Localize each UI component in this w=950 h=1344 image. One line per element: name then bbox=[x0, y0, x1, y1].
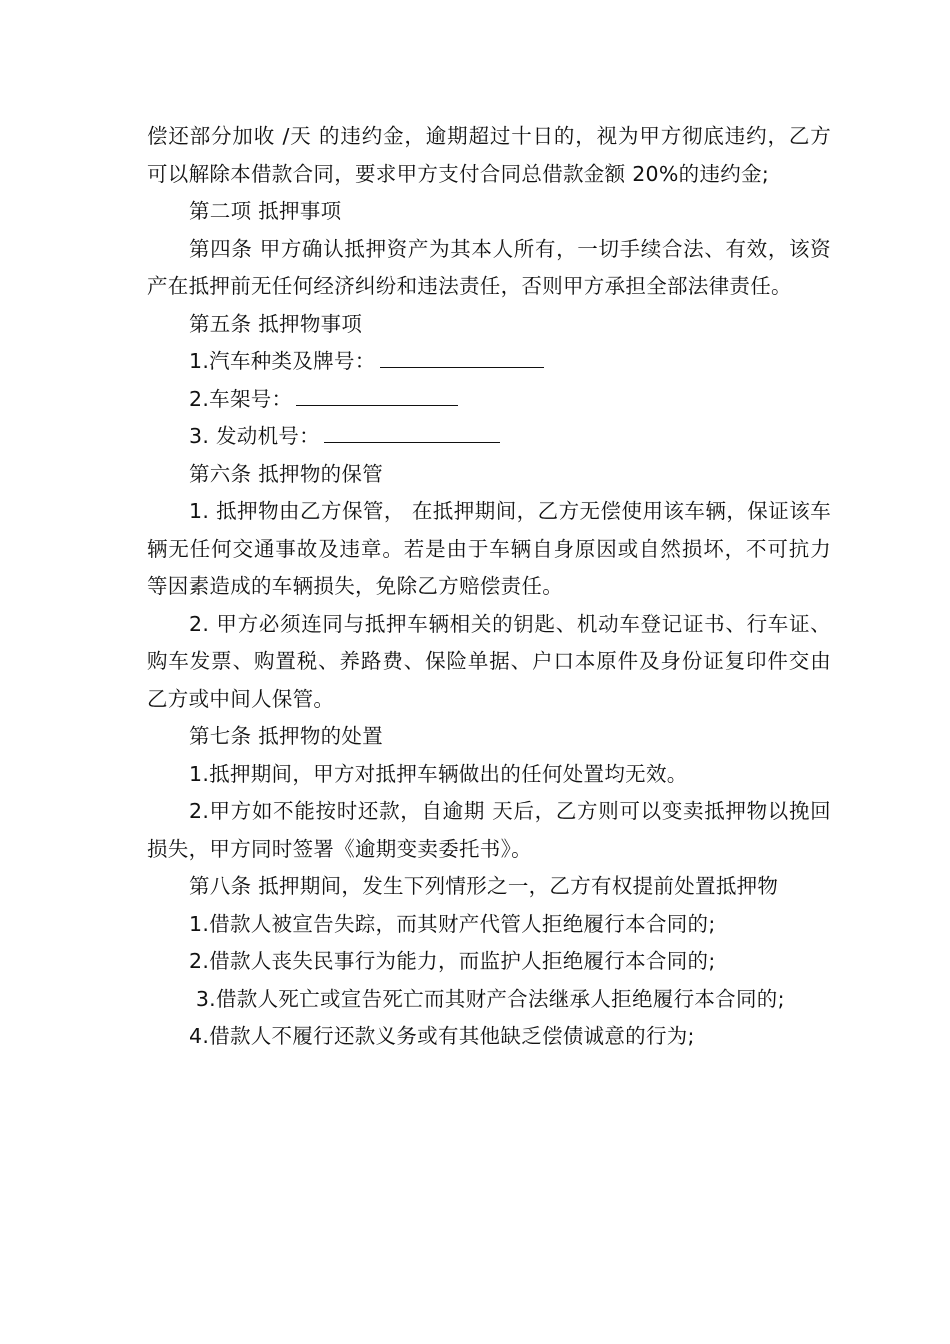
article-six-item-1: 1. 抵押物由乙方保管， 在抵押期间，乙方无偿使用该车辆，保证该车辆无任何交通事故及违章。若是由于车辆自身原因或自然损坏，不可抗力等因素造成的车辆损失，免除乙方赔偿责任。 bbox=[147, 499, 831, 598]
article-six-heading: 第六条 抵押物的保管 bbox=[189, 461, 384, 486]
field-label-vehicle-type-plate: 1.汽车种类及牌号： bbox=[189, 349, 376, 373]
article-seven-item-2: 2.甲方如不能按时还款，自逾期 天后，乙方则可以变卖抵押物以挽回损失，甲方同时签署《逾期变卖委托书》。 bbox=[147, 799, 831, 861]
article-eight-item-1: 1.借款人被宣告失踪，而其财产代管人拒绝履行本合同的; bbox=[189, 911, 716, 936]
field-label-frame-number: 2.车架号： bbox=[189, 386, 293, 411]
article-eight-item-4: 4.借款人不履行还款义务或有其他缺乏偿债诚意的行为; bbox=[189, 1024, 695, 1048]
article-six-item-2: 2. 甲方必须连同与抵押车辆相关的钥匙、机动车登记证书、行车证、购车发票、购置税、养路费、保险单据、户口本原件及身份证复印件交由乙方或中间人保管。 bbox=[147, 611, 831, 711]
article-seven-item-1: 1.抵押期间，甲方对抵押车辆做出的任何处置均无效。 bbox=[189, 761, 688, 786]
article-eight-heading: 第八条 抵押期间，发生下列情形之一，乙方有权提前处置抵押物 bbox=[189, 874, 779, 898]
blank-line-frame-number bbox=[296, 385, 458, 406]
article-eight-item-2: 2.借款人丧失民事行为能力，而监护人拒绝履行本合同的; bbox=[189, 949, 716, 973]
article-four: 第四条 甲方确认抵押资产为其本人所有，一切手续合法、有效，该资产在抵押前无任何经济纠纷和违法责任，否则甲方承担全部法律责任。 bbox=[147, 236, 831, 298]
field-vehicle-type-plate bbox=[147, 343, 831, 381]
field-frame-number bbox=[147, 381, 831, 419]
blank-line-engine-number bbox=[324, 422, 500, 443]
section-heading-mortgage-matters: 第二项 抵押事项 bbox=[189, 199, 342, 223]
article-eight-item-3: 3.借款人死亡或宣告死亡而其财产合法继承人拒绝履行本合同的; bbox=[189, 986, 785, 1011]
paragraph-penalty-continuation: 偿还部分加收 /天 的违约金，逾期超过十日的，视为甲方彻底违约，乙方可以解除本借款合同，要求甲方支付合同总借款金额 20%的违约金; bbox=[147, 124, 831, 186]
field-label-engine-number: 3. 发动机号： bbox=[189, 424, 320, 448]
field-engine-number bbox=[147, 418, 831, 456]
article-seven-heading: 第七条 抵押物的处置 bbox=[189, 724, 384, 748]
document-body bbox=[147, 118, 831, 1056]
article-five-heading: 第五条 抵押物事项 bbox=[189, 311, 363, 336]
blank-line-vehicle-type-plate bbox=[380, 347, 544, 368]
